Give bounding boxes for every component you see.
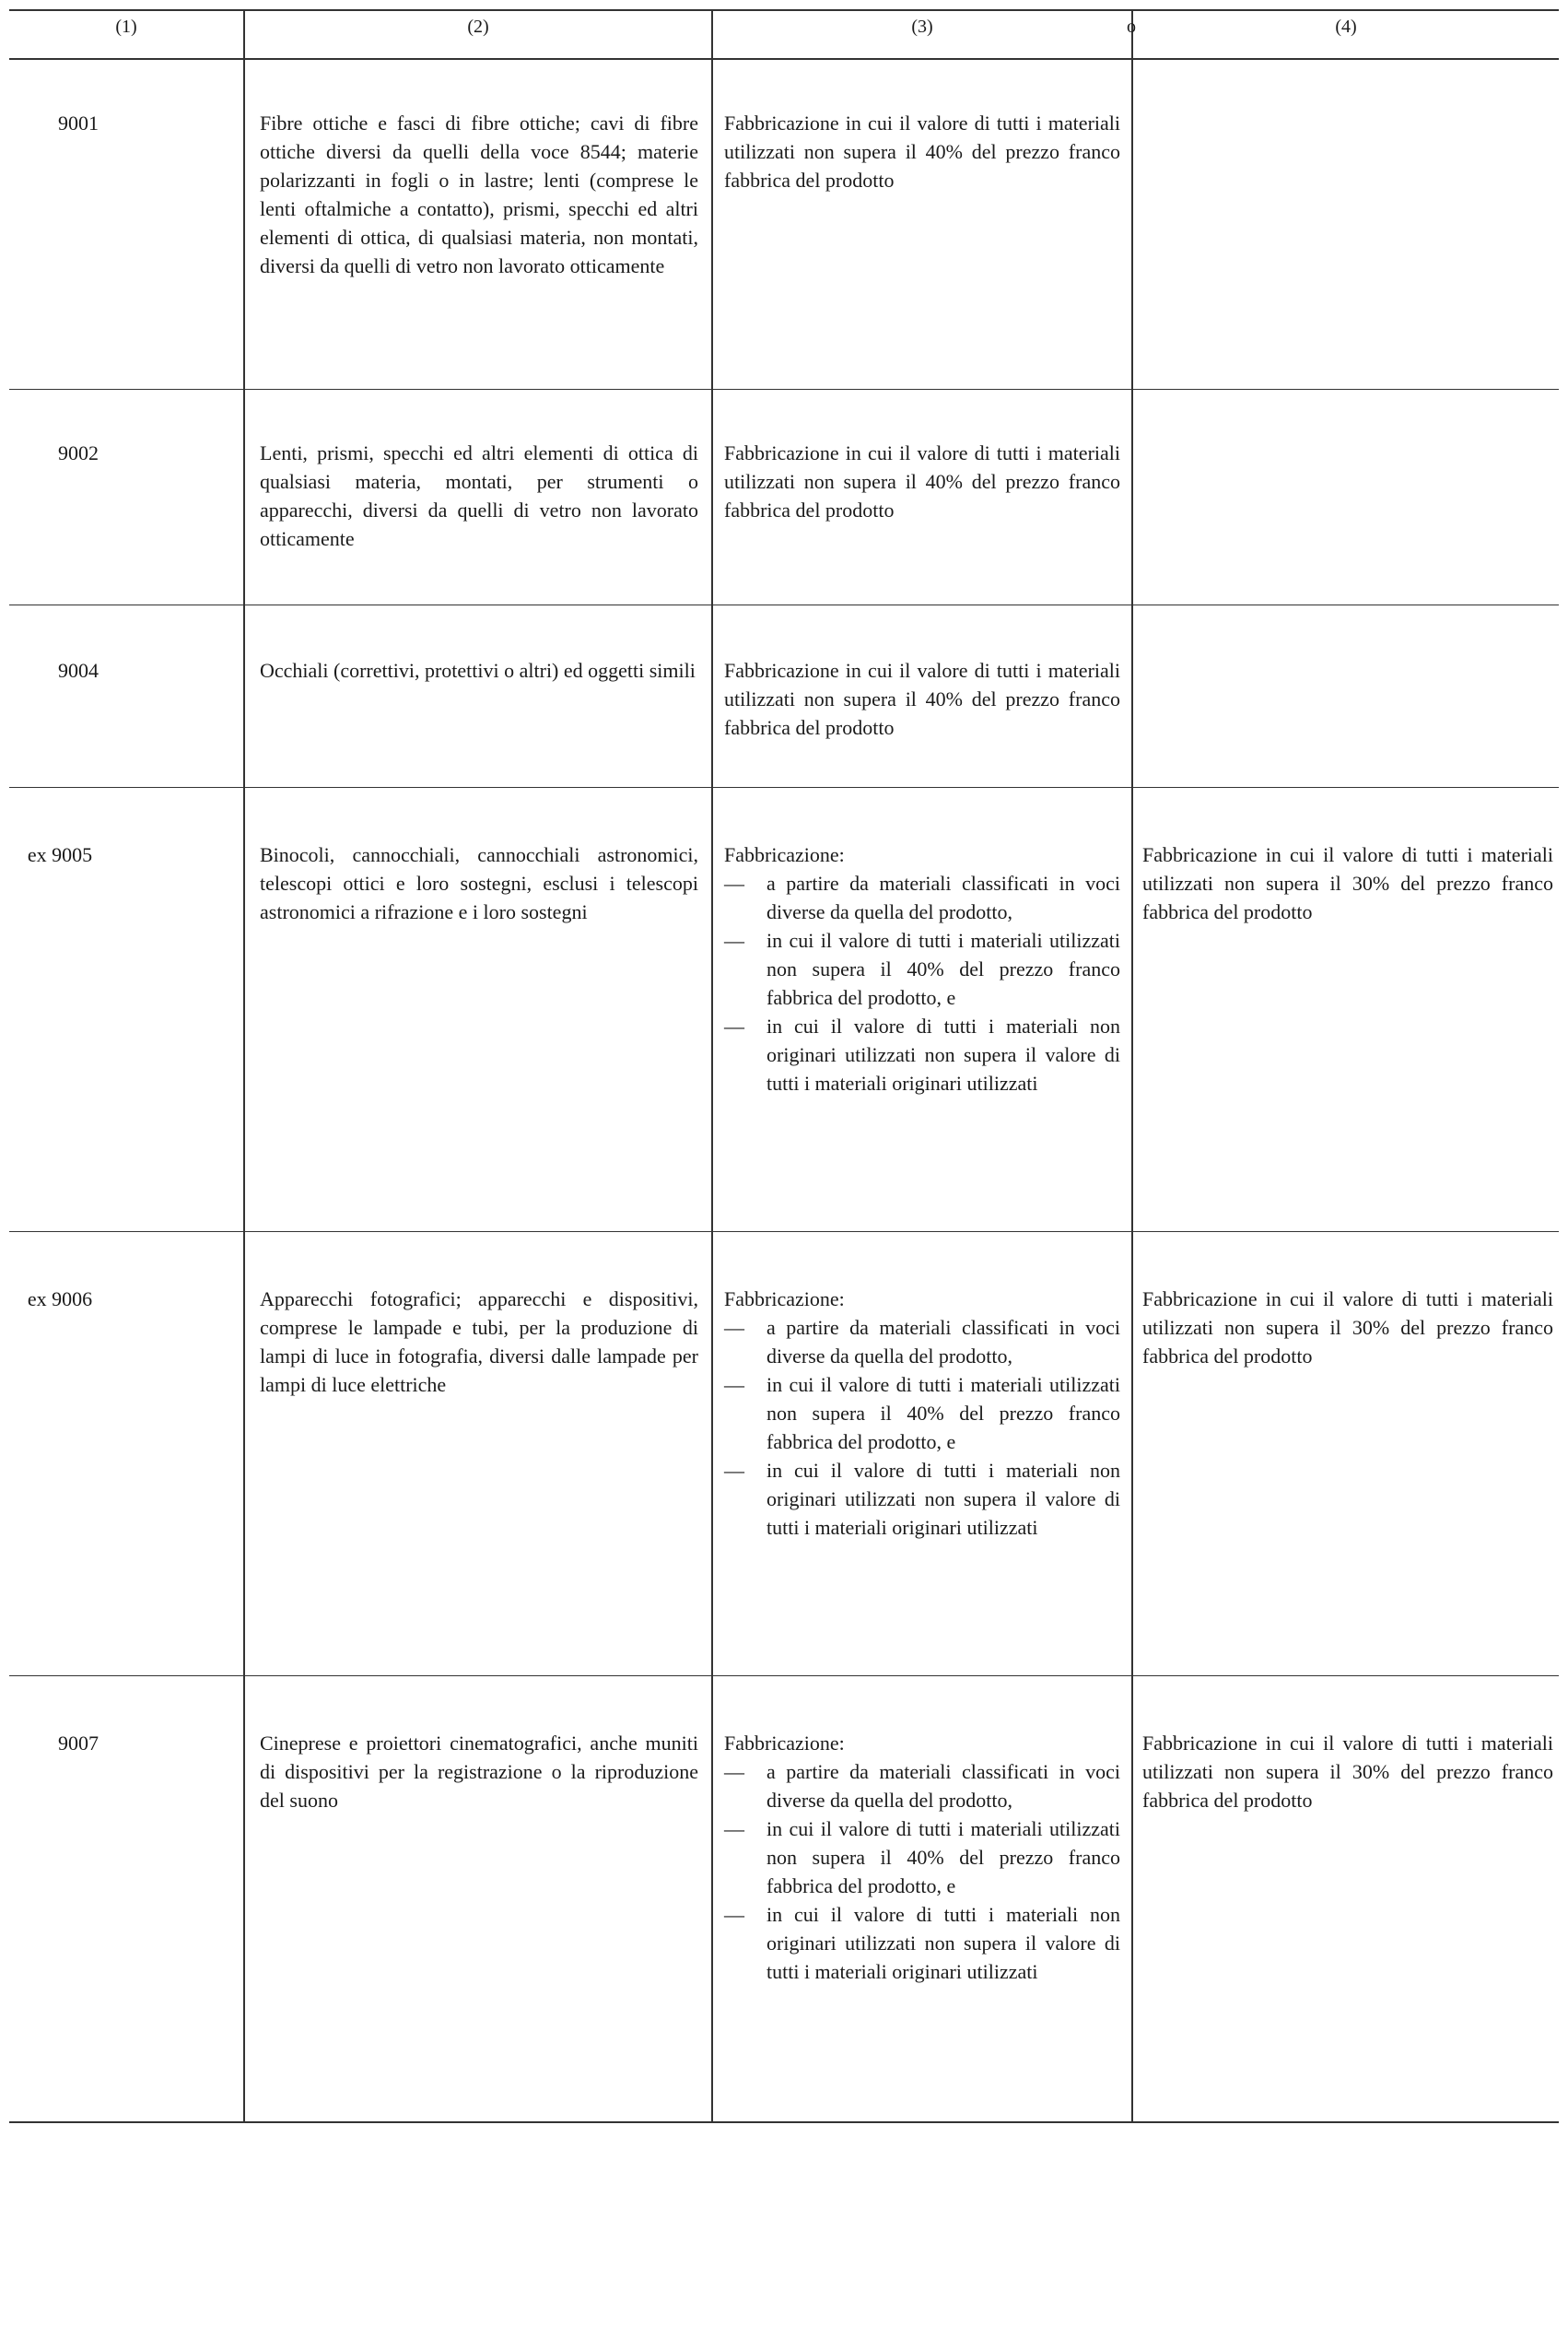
column-divider: [243, 9, 245, 2121]
column-divider: [1131, 9, 1133, 2121]
rule-conditions: [724, 1757, 1120, 1986]
row-rule-col4: Fabbricazione in cui il valore di tutti i materiali utilizzati non supera il 30% del prezzo franco fabbrica del prodotto: [1142, 843, 1553, 923]
row-separator: [9, 1231, 1559, 1232]
row-separator: [9, 787, 1559, 788]
row-rule-col3: [724, 1729, 1120, 1986]
rule-lead: Fabbricazione:: [724, 843, 845, 866]
row-description: Fibre ottiche e fasci di fibre ottiche; cavi di fibre ottiche diversi da quelli della voce 8544; materie polarizzanti in fogli o in lastre; lenti (comprese le lenti oftalmiche a contatto), prismi, specchi ed altri elementi di ottica, di qualsiasi materia, non montati, diversi da quelli di vetro non lavorato otticamente: [260, 112, 698, 277]
rule-condition: — a partire da materiali classificati in voci diverse da quella del prodotto,: [724, 869, 1120, 926]
row-rule-col3: Fabbricazione in cui il valore di tutti i materiali utilizzati non supera il 40% del prezzo franco fabbrica del prodotto: [724, 112, 1120, 192]
row-description: Apparecchi fotografici; apparecchi e dispositivi, comprese le lampade e tubi, per la produzione di lampi di luce in fotografia, diversi dalle lampade per lampi di luce elettriche: [260, 1287, 698, 1396]
row-code: 9004: [58, 659, 99, 682]
row-code: 9007: [58, 1732, 99, 1755]
rule-lead: Fabbricazione:: [724, 1287, 845, 1310]
row-description: Lenti, prismi, specchi ed altri elementi di ottica di qualsiasi materia, montati, per strumenti o apparecchi, diversi da quelli di vetro non lavorato otticamente: [260, 441, 698, 550]
row-description: Cineprese e proiettori cinematografici, anche muniti di dispositivi per la registrazione o la riproduzione del suono: [260, 1732, 698, 1812]
header-col1: (1): [115, 17, 137, 37]
row-description: Occhiali (correttivi, protettivi o altri) ed oggetti simili: [260, 659, 696, 682]
row-code: 9002: [58, 441, 99, 464]
row-code: 9001: [58, 112, 99, 135]
row-rule-col3: [724, 1285, 1120, 1542]
header-col2: (2): [467, 17, 489, 37]
header-col4: (4): [1335, 17, 1357, 37]
rule-condition: — in cui il valore di tutti i materiali utilizzati non supera il 40% del prezzo franco fabbrica del prodotto, e: [724, 1814, 1120, 1900]
row-rule-col4: Fabbricazione in cui il valore di tutti i materiali utilizzati non supera il 30% del prezzo franco fabbrica del prodotto: [1142, 1287, 1553, 1368]
rule-condition: — in cui il valore di tutti i materiali utilizzati non supera il 40% del prezzo franco fabbrica del prodotto, e: [724, 1370, 1120, 1456]
column-divider: [711, 9, 713, 2121]
rule-condition: — a partire da materiali classificati in voci diverse da quella del prodotto,: [724, 1313, 1120, 1370]
rule-condition: — a partire da materiali classificati in voci diverse da quella del prodotto,: [724, 1757, 1120, 1814]
row-rule-col3: Fabbricazione in cui il valore di tutti i materiali utilizzati non supera il 40% del prezzo franco fabbrica del prodotto: [724, 441, 1120, 522]
row-code: ex 9006: [27, 1287, 93, 1310]
row-code: ex 9005: [27, 843, 93, 866]
table-top-rule: [9, 9, 1559, 11]
rule-condition: — in cui il valore di tutti i materiali non originari utilizzati non supera il valore di tutti i materiali originari utilizzati: [724, 1456, 1120, 1542]
rule-conditions: [724, 1313, 1120, 1542]
rule-conditions: [724, 869, 1120, 1098]
row-rule-col3: [724, 840, 1120, 1098]
rule-lead: Fabbricazione:: [724, 1732, 845, 1755]
row-separator: [9, 1675, 1559, 1676]
rule-condition: — in cui il valore di tutti i materiali non originari utilizzati non supera il valore di tutti i materiali originari utilizzati: [724, 1012, 1120, 1098]
header-col3: (3): [911, 17, 933, 37]
row-separator: [9, 389, 1559, 390]
row-rule-col3: Fabbricazione in cui il valore di tutti i materiali utilizzati non supera il 40% del prezzo franco fabbrica del prodotto: [724, 659, 1120, 739]
row-rule-col4: Fabbricazione in cui il valore di tutti i materiali utilizzati non supera il 30% del prezzo franco fabbrica del prodotto: [1142, 1732, 1553, 1812]
table-bottom-rule: [9, 2121, 1559, 2123]
header-bottom-rule: [9, 58, 1559, 60]
rule-condition: — in cui il valore di tutti i materiali non originari utilizzati non supera il valore di tutti i materiali originari utilizzati: [724, 1900, 1120, 1986]
header-or: o: [1127, 17, 1136, 37]
rule-condition: — in cui il valore di tutti i materiali utilizzati non supera il 40% del prezzo franco fabbrica del prodotto, e: [724, 926, 1120, 1012]
row-description: Binocoli, cannocchiali, cannocchiali astronomici, telescopi ottici e loro sostegni, esclusi i telescopi astronomici a rifrazione e i loro sostegni: [260, 843, 698, 923]
